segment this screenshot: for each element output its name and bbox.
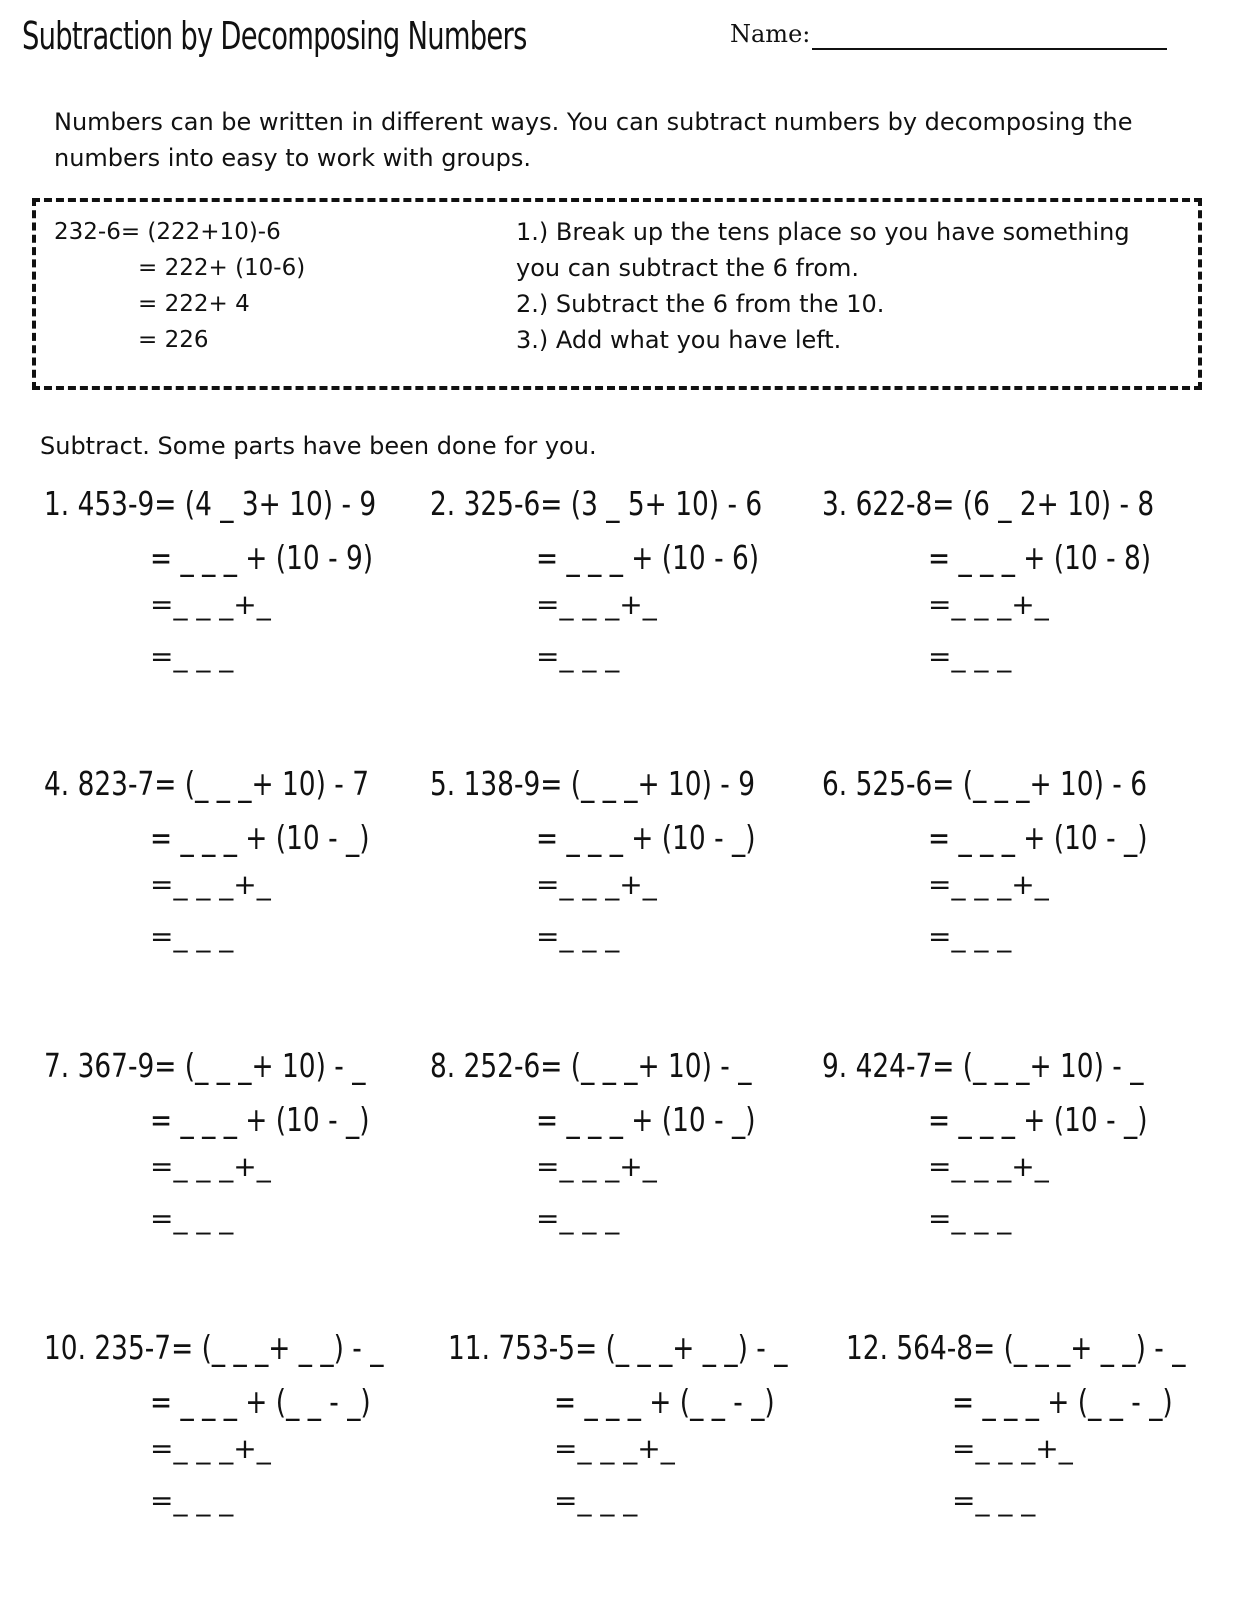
problem-line-r4[interactable]: =_ _ _	[928, 1202, 1012, 1235]
problem-line-r1: 6. 525-6= (_ _ _+ 10) - 6	[822, 764, 1147, 803]
problem-line-r4[interactable]: =_ _ _	[928, 640, 1012, 673]
problem-line-r3[interactable]: =_ _ _+_	[536, 1150, 657, 1183]
problem-line-r1: 10. 235-7= (_ _ _+ _ _) - _	[44, 1328, 384, 1367]
problem-2	[430, 484, 810, 714]
example-step: 1.) Break up the tens place so you have something you can subtract the 6 from.	[516, 218, 1130, 282]
problem-line-r1: 4. 823-7= (_ _ _+ 10) - 7	[44, 764, 369, 803]
problem-line-r2[interactable]: = _ _ _ + (10 - 9)	[150, 538, 374, 577]
problem-5	[430, 764, 810, 994]
problem-4	[44, 764, 424, 994]
example-step: 2.) Subtract the 6 from the 10.	[516, 290, 885, 318]
problem-line-r1: 9. 424-7= (_ _ _+ 10) - _	[822, 1046, 1144, 1085]
problem-line-r4[interactable]: =_ _ _	[536, 1202, 620, 1235]
problem-1	[44, 484, 424, 714]
problem-line-r2[interactable]: = _ _ _ + (10 - _)	[928, 818, 1148, 857]
problem-line-r3[interactable]: =_ _ _+_	[554, 1432, 675, 1465]
problem-line-r4[interactable]: =_ _ _	[928, 920, 1012, 953]
problem-line-r1: 1. 453-9= (4 _ 3+ 10) - 9	[44, 484, 377, 523]
example-box	[32, 198, 1202, 390]
problem-line-r1: 8. 252-6= (_ _ _+ 10) - _	[430, 1046, 752, 1085]
problem-line-r3[interactable]: =_ _ _+_	[150, 1432, 271, 1465]
problem-line-r3[interactable]: =_ _ _+_	[928, 1150, 1049, 1183]
problem-10	[44, 1328, 424, 1558]
example-step: 3.) Add what you have left.	[516, 326, 842, 354]
problem-line-r4[interactable]: =_ _ _	[150, 640, 234, 673]
problem-line-r1: 12. 564-8= (_ _ _+ _ _) - _	[846, 1328, 1186, 1367]
problem-line-r1: 11. 753-5= (_ _ _+ _ _) - _	[448, 1328, 788, 1367]
problem-line-r1: 5. 138-9= (_ _ _+ 10) - 9	[430, 764, 755, 803]
problem-line-r4[interactable]: =_ _ _	[536, 640, 620, 673]
problem-7	[44, 1046, 424, 1276]
problem-line-r1: 3. 622-8= (6 _ 2+ 10) - 8	[822, 484, 1155, 523]
name-input-line[interactable]	[812, 48, 1167, 50]
problem-line-r3[interactable]: =_ _ _+_	[928, 588, 1049, 621]
instruction-text: Subtract. Some parts have been done for you.	[40, 432, 597, 460]
problem-9	[822, 1046, 1202, 1276]
problem-3	[822, 484, 1202, 714]
name-label: Name:	[730, 20, 811, 48]
problem-line-r2[interactable]: = _ _ _ + (_ _ - _)	[952, 1382, 1173, 1421]
problem-line-r1: 2. 325-6= (3 _ 5+ 10) - 6	[430, 484, 763, 523]
problem-6	[822, 764, 1202, 994]
example-steps	[516, 214, 1176, 358]
worksheet-title: Subtraction by Decomposing Numbers	[22, 14, 527, 58]
problem-line-r4[interactable]: =_ _ _	[952, 1484, 1036, 1517]
problem-line-r2[interactable]: = _ _ _ + (10 - 8)	[928, 538, 1152, 577]
problem-line-r3[interactable]: =_ _ _+_	[150, 868, 271, 901]
example-line: = 222+ (10-6)	[138, 255, 306, 281]
problem-line-r4[interactable]: =_ _ _	[150, 1202, 234, 1235]
problem-line-r3[interactable]: =_ _ _+_	[536, 868, 657, 901]
example-line: = 222+ 4	[138, 291, 250, 317]
example-line: = 226	[138, 327, 209, 353]
problem-line-r4[interactable]: =_ _ _	[554, 1484, 638, 1517]
problem-line-r2[interactable]: = _ _ _ + (10 - _)	[150, 818, 370, 857]
problem-line-r2[interactable]: = _ _ _ + (10 - _)	[536, 1100, 756, 1139]
problem-line-r2[interactable]: = _ _ _ + (_ _ - _)	[150, 1382, 371, 1421]
problem-12	[846, 1328, 1226, 1558]
problem-line-r3[interactable]: =_ _ _+_	[952, 1432, 1073, 1465]
example-line: 232-6= (222+10)-6	[54, 219, 281, 245]
problem-line-r3[interactable]: =_ _ _+_	[928, 868, 1049, 901]
problem-line-r1: 7. 367-9= (_ _ _+ 10) - _	[44, 1046, 366, 1085]
example-equations	[54, 214, 305, 358]
problem-line-r2[interactable]: = _ _ _ + (10 - 6)	[536, 538, 760, 577]
problem-line-r3[interactable]: =_ _ _+_	[150, 588, 271, 621]
problem-8	[430, 1046, 810, 1276]
problem-line-r3[interactable]: =_ _ _+_	[150, 1150, 271, 1183]
problem-line-r4[interactable]: =_ _ _	[536, 920, 620, 953]
problem-line-r2[interactable]: = _ _ _ + (10 - _)	[536, 818, 756, 857]
problem-line-r4[interactable]: =_ _ _	[150, 920, 234, 953]
problem-line-r3[interactable]: =_ _ _+_	[536, 588, 657, 621]
intro-text: Numbers can be written in different ways. You can subtract numbers by decomposing the numbers into easy to work with groups.	[54, 108, 1133, 172]
problem-line-r2[interactable]: = _ _ _ + (10 - _)	[150, 1100, 370, 1139]
problem-line-r2[interactable]: = _ _ _ + (_ _ - _)	[554, 1382, 775, 1421]
problem-line-r4[interactable]: =_ _ _	[150, 1484, 234, 1517]
problem-11	[448, 1328, 828, 1558]
problem-line-r2[interactable]: = _ _ _ + (10 - _)	[928, 1100, 1148, 1139]
